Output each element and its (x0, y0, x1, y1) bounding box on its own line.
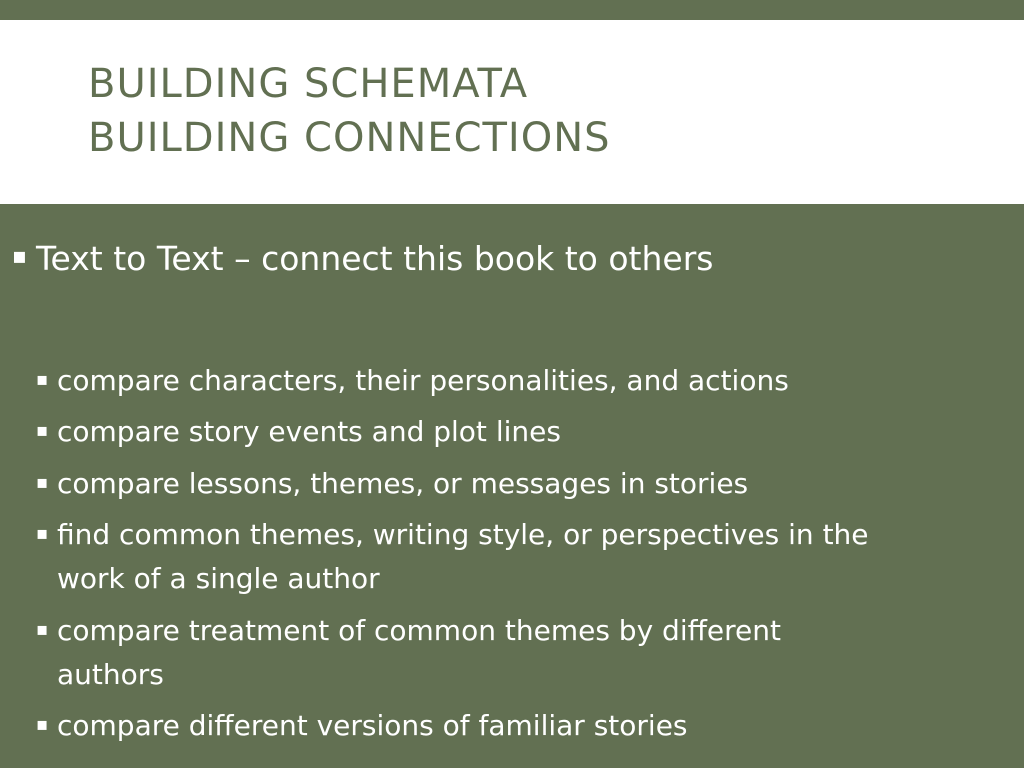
title-line-2: BUILDING CONNECTIONS (88, 115, 611, 161)
bullet-marker-icon: ▪ (36, 420, 49, 441)
sub-bullet-text: compare story events and plot lines (57, 415, 561, 448)
sub-bullet-item (36, 410, 561, 454)
slide-content (0, 204, 1024, 768)
bullet-marker-icon: ▪ (36, 369, 49, 390)
title-band (0, 20, 1024, 204)
sub-bullet-text: find common themes, writing style, or perspectives in the (57, 518, 869, 551)
sub-bullet-text-continued: work of a single author (57, 562, 380, 595)
sub-bullet-item (36, 609, 781, 697)
main-bullet (12, 237, 714, 281)
sub-bullet-text-continued: authors (57, 658, 164, 691)
sub-bullet-text: compare different versions of familiar stories (57, 709, 688, 742)
sub-bullet-item (36, 359, 789, 403)
sub-bullet-item (36, 462, 749, 506)
bullet-marker-icon: ▪ (36, 619, 49, 640)
bullet-marker-icon: ▪ (36, 472, 49, 493)
title-line-1: BUILDING SCHEMATA (88, 61, 529, 107)
bullet-marker-icon: ▪ (36, 523, 49, 544)
sub-bullet-text: compare treatment of common themes by different (57, 614, 781, 647)
main-bullet-text: Text to Text – connect this book to others (36, 239, 714, 278)
bullet-marker-icon: ▪ (36, 714, 49, 735)
sub-bullet-item (36, 513, 869, 601)
sub-bullet-text: compare characters, their personalities, and actions (57, 364, 789, 397)
sub-bullet-text: compare lessons, themes, or messages in stories (57, 467, 749, 500)
bullet-marker-icon: ▪ (12, 244, 27, 269)
sub-bullet-item (36, 704, 688, 748)
